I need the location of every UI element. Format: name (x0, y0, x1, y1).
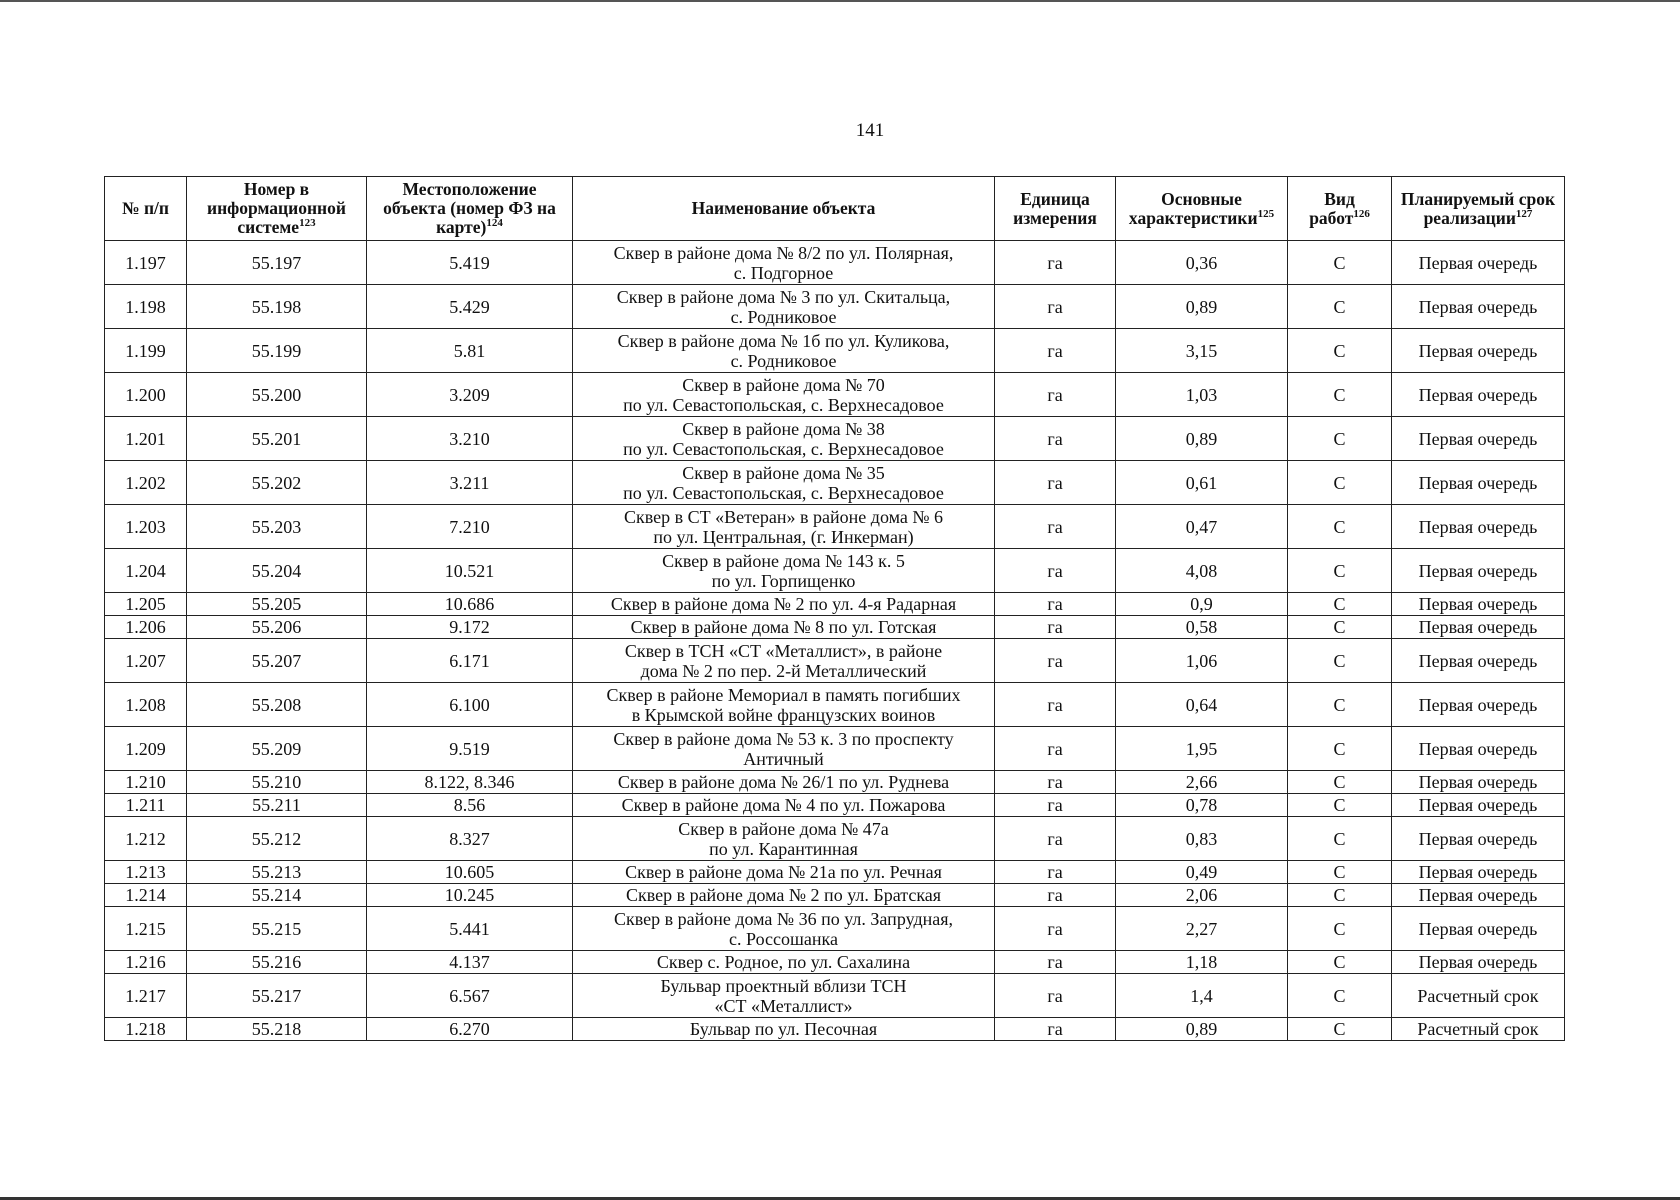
column-header (187, 177, 367, 241)
system-number-cell: 55.205 (187, 593, 367, 616)
column-header-label: Планируемый срок реализации (1400, 188, 1556, 228)
row-number-cell: 1.202 (105, 461, 187, 505)
location-cell: 3.211 (367, 461, 573, 505)
object-name-cell: Сквер в СТ «Ветеран» в районе дома № 6 по ул. Центральная, (г. Инкерман) (573, 505, 995, 549)
unit-cell: га (995, 861, 1116, 884)
work-type-cell: С (1288, 817, 1392, 861)
table-row (105, 683, 1565, 727)
characteristic-cell: 0,89 (1116, 417, 1288, 461)
characteristic-cell: 1,18 (1116, 951, 1288, 974)
planned-term-cell: Первая очередь (1392, 884, 1565, 907)
row-number-cell: 1.200 (105, 373, 187, 417)
work-type-cell: С (1288, 461, 1392, 505)
system-number-cell: 55.214 (187, 884, 367, 907)
unit-cell: га (995, 683, 1116, 727)
table-row (105, 771, 1565, 794)
row-number-cell: 1.208 (105, 683, 187, 727)
row-number-cell: 1.217 (105, 974, 187, 1018)
unit-cell: га (995, 794, 1116, 817)
row-number-cell: 1.207 (105, 639, 187, 683)
work-type-cell: С (1288, 771, 1392, 794)
object-name-cell: Сквер в районе дома № 36 по ул. Запрудная, с. Россошанка (573, 907, 995, 951)
column-header (995, 177, 1116, 241)
row-number-cell: 1.206 (105, 616, 187, 639)
table-row (105, 817, 1565, 861)
characteristic-cell: 0,64 (1116, 683, 1288, 727)
unit-cell: га (995, 505, 1116, 549)
row-number-cell: 1.198 (105, 285, 187, 329)
planned-term-cell: Первая очередь (1392, 683, 1565, 727)
unit-cell: га (995, 817, 1116, 861)
characteristic-cell: 0,89 (1116, 1018, 1288, 1041)
planned-term-cell: Первая очередь (1392, 285, 1565, 329)
table-row (105, 727, 1565, 771)
row-number-cell: 1.203 (105, 505, 187, 549)
table-row (105, 285, 1565, 329)
characteristic-cell: 1,03 (1116, 373, 1288, 417)
work-type-cell: С (1288, 549, 1392, 593)
location-cell: 9.519 (367, 727, 573, 771)
characteristic-cell: 0,83 (1116, 817, 1288, 861)
work-type-cell: С (1288, 683, 1392, 727)
characteristic-cell: 0,78 (1116, 794, 1288, 817)
system-number-cell: 55.210 (187, 771, 367, 794)
unit-cell: га (995, 907, 1116, 951)
unit-cell: га (995, 329, 1116, 373)
work-type-cell: С (1288, 1018, 1392, 1041)
table-row (105, 329, 1565, 373)
system-number-cell: 55.208 (187, 683, 367, 727)
unit-cell: га (995, 373, 1116, 417)
row-number-cell: 1.199 (105, 329, 187, 373)
characteristic-cell: 4,08 (1116, 549, 1288, 593)
work-type-cell: С (1288, 241, 1392, 285)
characteristic-cell: 0,61 (1116, 461, 1288, 505)
table-row (105, 639, 1565, 683)
location-cell: 3.209 (367, 373, 573, 417)
row-number-cell: 1.211 (105, 794, 187, 817)
location-cell: 6.171 (367, 639, 573, 683)
planned-term-cell: Первая очередь (1392, 951, 1565, 974)
object-name-cell: Сквер в районе дома № 70 по ул. Севастопольская, с. Верхнесадовое (573, 373, 995, 417)
table-row (105, 241, 1565, 285)
object-name-cell: Сквер в районе дома № 53 к. 3 по проспекту Античный (573, 727, 995, 771)
table-row (105, 616, 1565, 639)
table-row (105, 593, 1565, 616)
unit-cell: га (995, 951, 1116, 974)
location-cell: 5.441 (367, 907, 573, 951)
characteristic-cell: 0,58 (1116, 616, 1288, 639)
column-header (367, 177, 573, 241)
column-header (1392, 177, 1565, 241)
column-header (1288, 177, 1392, 241)
work-type-cell: С (1288, 907, 1392, 951)
unit-cell: га (995, 549, 1116, 593)
table-row (105, 884, 1565, 907)
work-type-cell: С (1288, 861, 1392, 884)
characteristic-cell: 2,06 (1116, 884, 1288, 907)
planned-term-cell: Первая очередь (1392, 241, 1565, 285)
unit-cell: га (995, 616, 1116, 639)
object-name-cell: Бульвар по ул. Песочная (573, 1018, 995, 1041)
system-number-cell: 55.212 (187, 817, 367, 861)
object-name-cell: Сквер в районе дома № 2 по ул. Братская (573, 884, 995, 907)
planned-term-cell: Первая очередь (1392, 861, 1565, 884)
row-number-cell: 1.215 (105, 907, 187, 951)
location-cell: 6.100 (367, 683, 573, 727)
column-header-label: Местоположение объекта (номер ФЗ на карте) (383, 179, 556, 237)
row-number-cell: 1.214 (105, 884, 187, 907)
column-header (1116, 177, 1288, 241)
location-cell: 6.567 (367, 974, 573, 1018)
characteristic-cell: 0,36 (1116, 241, 1288, 285)
column-header-label: Единица измерения (1013, 188, 1097, 228)
footnote-mark: 124 (486, 217, 503, 230)
unit-cell: га (995, 285, 1116, 329)
characteristic-cell: 0,89 (1116, 285, 1288, 329)
system-number-cell: 55.209 (187, 727, 367, 771)
unit-cell: га (995, 461, 1116, 505)
column-header (105, 177, 187, 241)
characteristic-cell: 1,4 (1116, 974, 1288, 1018)
row-number-cell: 1.210 (105, 771, 187, 794)
unit-cell: га (995, 727, 1116, 771)
system-number-cell: 55.197 (187, 241, 367, 285)
object-name-cell: Сквер в районе дома № 21а по ул. Речная (573, 861, 995, 884)
object-name-cell: Сквер в районе Мемориал в память погибших в Крымской войне французских воинов (573, 683, 995, 727)
location-cell: 8.327 (367, 817, 573, 861)
system-number-cell: 55.218 (187, 1018, 367, 1041)
table-row (105, 373, 1565, 417)
unit-cell: га (995, 1018, 1116, 1041)
location-cell: 8.56 (367, 794, 573, 817)
table-row (105, 417, 1565, 461)
planned-term-cell: Первая очередь (1392, 549, 1565, 593)
work-type-cell: С (1288, 593, 1392, 616)
work-type-cell: С (1288, 727, 1392, 771)
row-number-cell: 1.204 (105, 549, 187, 593)
system-number-cell: 55.204 (187, 549, 367, 593)
unit-cell: га (995, 884, 1116, 907)
row-number-cell: 1.209 (105, 727, 187, 771)
location-cell: 5.81 (367, 329, 573, 373)
table-row (105, 505, 1565, 549)
footnote-mark: 123 (299, 217, 316, 230)
unit-cell: га (995, 417, 1116, 461)
work-type-cell: С (1288, 794, 1392, 817)
table-row (105, 794, 1565, 817)
characteristic-cell: 1,95 (1116, 727, 1288, 771)
location-cell: 10.521 (367, 549, 573, 593)
planned-term-cell: Первая очередь (1392, 593, 1565, 616)
unit-cell: га (995, 593, 1116, 616)
table-row (105, 549, 1565, 593)
table-row (105, 1018, 1565, 1041)
unit-cell: га (995, 974, 1116, 1018)
unit-cell: га (995, 639, 1116, 683)
header-row (105, 177, 1565, 241)
work-type-cell: С (1288, 974, 1392, 1018)
row-number-cell: 1.201 (105, 417, 187, 461)
system-number-cell: 55.215 (187, 907, 367, 951)
work-type-cell: С (1288, 884, 1392, 907)
planned-term-cell: Первая очередь (1392, 907, 1565, 951)
planned-term-cell: Первая очередь (1392, 771, 1565, 794)
planned-term-cell: Первая очередь (1392, 417, 1565, 461)
characteristic-cell: 0,9 (1116, 593, 1288, 616)
work-type-cell: С (1288, 616, 1392, 639)
work-type-cell: С (1288, 639, 1392, 683)
work-type-cell: С (1288, 951, 1392, 974)
location-cell: 6.270 (367, 1018, 573, 1041)
location-cell: 4.137 (367, 951, 573, 974)
table-row (105, 951, 1565, 974)
column-header-label: Номер в информационной системе (207, 179, 346, 237)
planned-term-cell: Первая очередь (1392, 505, 1565, 549)
object-name-cell: Сквер в районе дома № 8 по ул. Готская (573, 616, 995, 639)
work-type-cell: С (1288, 285, 1392, 329)
location-cell: 8.122, 8.346 (367, 771, 573, 794)
object-name-cell: Сквер в районе дома № 47а по ул. Карантинная (573, 817, 995, 861)
footnote-mark: 127 (1515, 207, 1533, 220)
column-header-label: № п/п (122, 198, 169, 218)
system-number-cell: 55.207 (187, 639, 367, 683)
unit-cell: га (995, 241, 1116, 285)
page-number: 141 (855, 120, 885, 141)
location-cell: 5.429 (367, 285, 573, 329)
unit-cell: га (995, 771, 1116, 794)
row-number-cell: 1.213 (105, 861, 187, 884)
footnote-mark: 125 (1257, 207, 1275, 220)
planned-term-cell: Первая очередь (1392, 373, 1565, 417)
characteristic-cell: 0,47 (1116, 505, 1288, 549)
object-name-cell: Сквер в районе дома № 143 к. 5 по ул. Горпищенко (573, 549, 995, 593)
system-number-cell: 55.198 (187, 285, 367, 329)
system-number-cell: 55.202 (187, 461, 367, 505)
object-name-cell: Сквер в районе дома № 35 по ул. Севастопольская, с. Верхнесадовое (573, 461, 995, 505)
column-header-label: Наименование объекта (691, 198, 876, 218)
system-number-cell: 55.211 (187, 794, 367, 817)
characteristic-cell: 3,15 (1116, 329, 1288, 373)
table-row (105, 861, 1565, 884)
object-name-cell: Сквер в районе дома № 38 по ул. Севастопольская, с. Верхнесадовое (573, 417, 995, 461)
planned-term-cell: Первая очередь (1392, 817, 1565, 861)
characteristic-cell: 1,06 (1116, 639, 1288, 683)
work-type-cell: С (1288, 505, 1392, 549)
characteristic-cell: 2,66 (1116, 771, 1288, 794)
object-name-cell: Сквер в районе дома № 8/2 по ул. Полярная, с. Подгорное (573, 241, 995, 285)
object-name-cell: Сквер с. Родное, по ул. Сахалина (573, 951, 995, 974)
row-number-cell: 1.205 (105, 593, 187, 616)
object-name-cell: Сквер в районе дома № 26/1 по ул. Руднева (573, 771, 995, 794)
table-row (105, 974, 1565, 1018)
work-type-cell: С (1288, 373, 1392, 417)
location-cell: 9.172 (367, 616, 573, 639)
table-header (105, 177, 1565, 241)
planned-term-cell: Первая очередь (1392, 329, 1565, 373)
footnote-mark: 126 (1353, 207, 1370, 220)
table-row (105, 907, 1565, 951)
object-name-cell: Сквер в районе дома № 3 по ул. Скитальца, с. Родниковое (573, 285, 995, 329)
planned-term-cell: Расчетный срок (1392, 1018, 1565, 1041)
object-name-cell: Сквер в районе дома № 2 по ул. 4-я Радарная (573, 593, 995, 616)
planned-term-cell: Расчетный срок (1392, 974, 1565, 1018)
work-type-cell: С (1288, 417, 1392, 461)
table-body (105, 241, 1565, 1041)
location-cell: 10.245 (367, 884, 573, 907)
row-number-cell: 1.218 (105, 1018, 187, 1041)
system-number-cell: 55.199 (187, 329, 367, 373)
planned-term-cell: Первая очередь (1392, 461, 1565, 505)
column-header-label: Основные характеристики (1128, 188, 1258, 228)
row-number-cell: 1.197 (105, 241, 187, 285)
column-header-label: Вид работ (1309, 188, 1355, 228)
system-number-cell: 55.200 (187, 373, 367, 417)
object-name-cell: Сквер в районе дома № 4 по ул. Пожарова (573, 794, 995, 817)
characteristic-cell: 0,49 (1116, 861, 1288, 884)
top-scan-edge (0, 0, 1680, 2)
location-cell: 7.210 (367, 505, 573, 549)
location-cell: 3.210 (367, 417, 573, 461)
table-row (105, 461, 1565, 505)
planned-term-cell: Первая очередь (1392, 794, 1565, 817)
objects-table (104, 176, 1565, 1041)
system-number-cell: 55.206 (187, 616, 367, 639)
object-name-cell: Сквер в районе дома № 1б по ул. Куликова, с. Родниковое (573, 329, 995, 373)
location-cell: 10.686 (367, 593, 573, 616)
row-number-cell: 1.216 (105, 951, 187, 974)
planned-term-cell: Первая очередь (1392, 727, 1565, 771)
location-cell: 5.419 (367, 241, 573, 285)
column-header (573, 177, 995, 241)
system-number-cell: 55.203 (187, 505, 367, 549)
system-number-cell: 55.201 (187, 417, 367, 461)
characteristic-cell: 2,27 (1116, 907, 1288, 951)
planned-term-cell: Первая очередь (1392, 616, 1565, 639)
object-name-cell: Сквер в ТСН «СТ «Металлист», в районе дома № 2 по пер. 2-й Металлический (573, 639, 995, 683)
planned-term-cell: Первая очередь (1392, 639, 1565, 683)
location-cell: 10.605 (367, 861, 573, 884)
system-number-cell: 55.216 (187, 951, 367, 974)
row-number-cell: 1.212 (105, 817, 187, 861)
system-number-cell: 55.213 (187, 861, 367, 884)
object-name-cell: Бульвар проектный вблизи ТСН «СТ «Металлист» (573, 974, 995, 1018)
system-number-cell: 55.217 (187, 974, 367, 1018)
work-type-cell: С (1288, 329, 1392, 373)
